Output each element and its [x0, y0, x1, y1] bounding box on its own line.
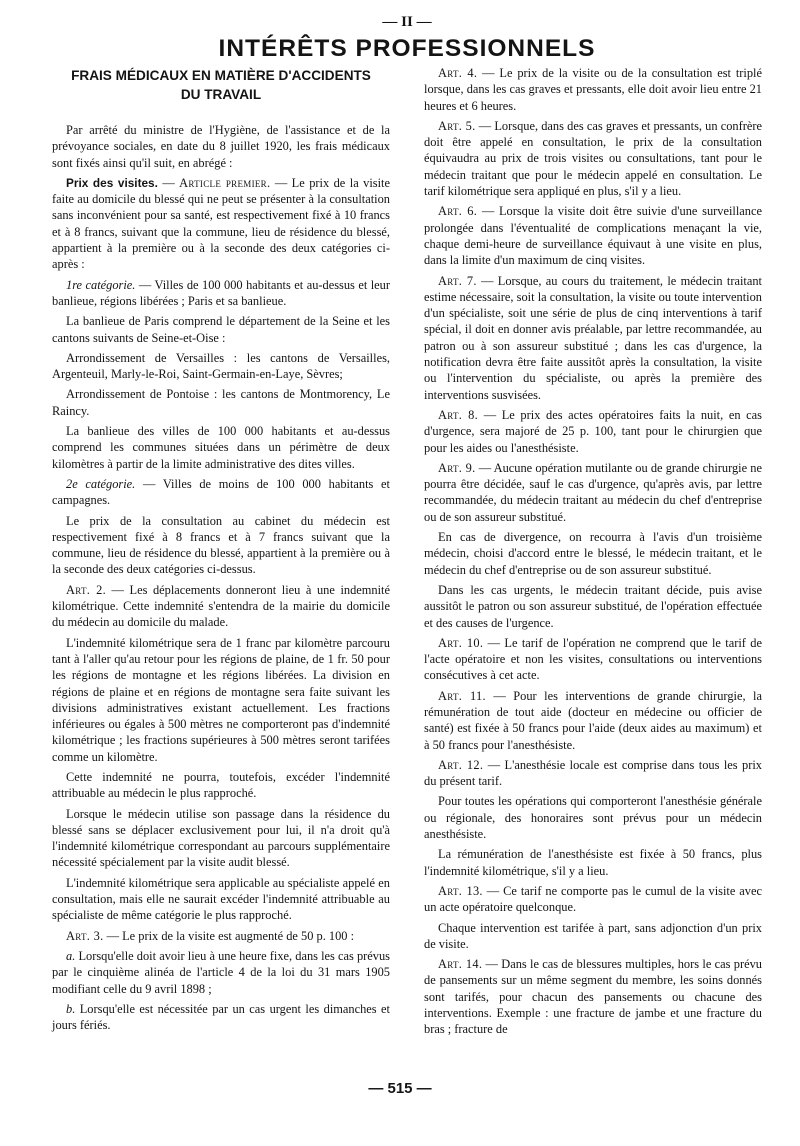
- paragraph-text: — Pour les interventions de grande chirurgie, la rémunération de tout aide (docteur en médecine ou officier de santé) est fixée à 50 francs pour l'aide (deux aides au maximum) et à 50 francs pour l'anesthésiste.: [424, 688, 762, 752]
- item-label: a.: [66, 948, 76, 963]
- two-column-body: [52, 65, 762, 1042]
- article-label: Art. 7.: [438, 273, 477, 288]
- category-label: 2e catégorie.: [66, 476, 136, 491]
- paragraph-art-12: [424, 757, 762, 790]
- item-label: b.: [66, 1001, 76, 1016]
- article-label: Art. 9.: [438, 460, 476, 475]
- paragraph-text: — Le prix de la visite ou de la consultation est triplé lorsque, dans les cas graves et pressants, elle doit avoir lieu entre 21 heures et 6 heures.: [424, 66, 763, 113]
- paragraph-text: Lorsqu'elle est nécessitée par un cas urgent les dimanches et jours fériés.: [52, 1001, 390, 1033]
- paragraph-art-10: [424, 635, 762, 684]
- paragraph-art-3-b: [52, 1001, 390, 1034]
- paragraph-text: — Le prix de la visite est augmenté de 50 p. 100 :: [106, 928, 355, 943]
- right-column: [424, 65, 762, 1042]
- paragraph-text: — Lorsque, dans des cas graves et pressants, un confrère doit être appelé en consultation, le prix de la consultation équivaudra au prix de trois visites ou consultations, tant pour le médecin traitant que pour le médecin appelé en consultation. Le tarif kilométrique sera appliqué en plus, s'il y a lieu.: [424, 118, 763, 199]
- paragraph-text: — Villes de moins de 100 000 habitants et campagnes.: [52, 476, 390, 508]
- paragraph-divergence: En cas de divergence, on recourra à l'avis d'un troisième médecin, choisi d'accord entre le blessé, le médecin traitant, et le médecin du chef d'entreprise ou de son assureur substitué.: [424, 530, 762, 577]
- running-page-number: — II —: [382, 14, 432, 30]
- paragraph-art-3-a: [52, 948, 390, 997]
- paragraph-categorie-1: [52, 277, 390, 310]
- article-label: Art. 4.: [438, 66, 478, 80]
- paragraph-text: — Dans le cas de blessures multiples, hors le cas prévu de pansements sur un même segment du membre, les soins donnés sont tarifés, pour chacun des pansements ou chacune des interventions. Exemple : une fracture de jambe et une fracture du bras ; fracture de: [424, 957, 762, 1037]
- section-title: INTÉRÊTS PROFESSIONNELS: [218, 35, 596, 62]
- paragraph-text: — Lorsque, au cours du traitement, le médecin traitant estime nécessaire, soit la consultation, la visite ou toute intervention d'un spécialiste, soit une série de plus de cinq interventions à tarif spécial, il doit en donner avis préalable, par lettre recommandée, au patron ou à son assureur substitué ; dans les cas d'urgence, la notification devra être faite aussitôt après la consultation, la visite ou l'intervention du spécialiste, ou après la première des interventions susvisées.: [424, 273, 762, 402]
- article-label: Art. 11.: [438, 688, 486, 703]
- article-label: Art. 5.: [438, 118, 476, 133]
- paragraph-versailles: Arrondissement de Versailles : les cantons de Versailles, Argenteuil, Marly-le-Roi, Saint-Germain-en-Laye, Sèvres;: [52, 350, 390, 382]
- paragraph-anesthesie: Pour toutes les opérations qui comporteront l'anesthésie générale ou régionale, des honoraires sont prévus pour un médecin anesthésiste.: [424, 794, 762, 842]
- page-number: — 515 —: [368, 1080, 432, 1097]
- article-label: Art. 6.: [438, 204, 478, 219]
- paragraph-art-2: [52, 582, 390, 631]
- article-label: Art. 13.: [438, 883, 483, 898]
- intro-paragraph: Par arrêté du ministre de l'Hygiène, de l'assistance et de la prévoyance sociales, en date du 8 juillet 1920, les frais médicaux sont fixés ainsi qu'il suit, en abrégé :: [52, 123, 390, 170]
- paragraph-pontoise: Arrondissement de Pontoise : les cantons de Montmorency, Le Raincy.: [52, 387, 390, 418]
- article-label: Art. 14.: [438, 957, 483, 972]
- paragraph-text: — L'anesthésie locale est comprise dans tous les prix du présent tarif.: [424, 757, 762, 789]
- paragraph-cas-urgents: Dans les cas urgents, le médecin traitant décide, puis avise aussitôt le patron ou son assureur substitué, de l'opération effectuée et des causes de l'urgence.: [424, 582, 762, 630]
- paragraph-art-9: [424, 460, 762, 525]
- paragraph-remuneration: La rémunération de l'anesthésiste est fixée à 50 francs, plus l'indemnité kilométrique, s'il y a lieu.: [424, 847, 762, 878]
- article-subtitle: [52, 66, 390, 104]
- paragraph-art-11: [424, 688, 762, 753]
- paragraph-text: — Villes de 100 000 habitants et au-dessus et leur banlieue, régions libérées ; Paris et sa banlieue.: [52, 277, 391, 308]
- paragraph-text: — Le tarif de l'opération ne comprend que le tarif de l'acte opératoire et non les visites, consultations ou interventions consécutives à cet acte.: [424, 635, 762, 683]
- paragraph-art-7: [424, 273, 762, 403]
- paragraph-text: — Lorsque la visite doit être suivie d'une surveillance prolongée dans l'éventualité de complications menaçant la vie, chaque demi-heure de surveillance équivaut à une visite en plus, dans la limite d'un maximum de cinq visites.: [424, 204, 762, 268]
- paragraph-art-6: [424, 203, 762, 268]
- article-label: Art. 12.: [438, 757, 484, 772]
- article-subtitle-line1: FRAIS MÉDICAUX EN MATIÈRE D'ACCIDENTS: [71, 68, 371, 83]
- article-label: — Article premier.: [162, 175, 271, 190]
- paragraph-art-4: [424, 65, 762, 114]
- article-label: Art. 3.: [66, 928, 104, 943]
- paragraph-art-13: [424, 883, 762, 916]
- article-label: Art. 8.: [438, 407, 479, 422]
- paragraph-chaque-intervention: Chaque intervention est tarifée à part, sans adjonction d'un prix de visite.: [424, 920, 762, 951]
- paragraph-prix-visites: [52, 175, 390, 273]
- paragraph-banlieue-paris: La banlieue de Paris comprend le département de la Seine et les cantons suivants de Seine-et-Oise :: [52, 314, 390, 345]
- paragraph-art-14: [424, 956, 762, 1037]
- paragraph-text: — Le prix de la visite faite au domicile du blessé qui ne peut se présenter à la consultation sans inconvénient pour sa santé, est respectivement fixé à 10 francs et à 8 francs, suivant que la commune, lieu de résidence du blessé, appartient à la première ou à la seconde des deux catégories ci-après :: [52, 175, 390, 272]
- article-label: Art. 10.: [438, 635, 484, 650]
- paragraph-text: Lorsqu'elle doit avoir lieu à une heure fixe, dans les cas prévus par le cinquième alinéa de l'article 4 de la loi du 31 mars 1905 modifiant celle du 9 avril 1898 ;: [52, 948, 390, 996]
- paragraph-passage: Lorsque le médecin utilise son passage dans la résidence du blessé sans se déplacer exclusivement pour lui, il n'a droit qu'à l'indemnité kilométrique correspondant au parcours supplémentaire nécessité spécialement par la visite audit blessé.: [52, 806, 390, 870]
- paragraph-art-3: [52, 928, 390, 944]
- paragraph-art-5: [424, 118, 762, 199]
- article-subtitle-line2: DU TRAVAIL: [180, 87, 262, 102]
- paragraph-text: — Ce tarif ne comporte pas le cumul de la visite avec un acte opératoire quelconque.: [424, 883, 762, 915]
- category-label: 1re catégorie.: [66, 277, 136, 292]
- paragraph-exceder: Cette indemnité ne pourra, toutefois, excéder l'indemnité attribuable au médecin le plus rapproché.: [52, 769, 390, 801]
- paragraph-categorie-2: [52, 476, 390, 509]
- paragraph-specialiste: L'indemnité kilométrique sera applicable au spécialiste appelé en consultation, mais elle ne saurait excéder l'indemnité attribuable au spécialiste de même catégorie le plus rapproché.: [52, 875, 390, 923]
- left-column: [52, 65, 390, 1042]
- paragraph-indemnite: L'indemnité kilométrique sera de 1 franc par kilomètre parcouru tant à l'aller qu'au retour pour les régions de plaine, de 1 fr. 50 pour les régions de montagne et les régions libérées. La division en régions de plaine et en régions de montagne sera faite suivant les divisions administratives existant actuellement. Les fractions inférieures ou égales à 500 mètres ne comporteront pas d'indemnité kilométrique ; les fractions supérieures à 500 mètres seront tarifées comme un kilomètre.: [52, 635, 390, 764]
- lead-prix-visites: Prix des visites.: [66, 175, 158, 190]
- article-label: Art. 2.: [66, 582, 106, 597]
- paragraph-text: — Aucune opération mutilante ou de grande chirurgie ne pourra être décidée, sauf le cas d'urgence, qu'après avis, par lettre recommandée, du médecin traitant au médecin du chef d'entreprise ou de son assureur substitué.: [424, 460, 762, 524]
- paragraph-text: — Le prix des actes opératoires faits la nuit, en cas d'urgence, sera majoré de 25 p. 100, tant pour le chirurgien que pour les aides ou l'anesthésiste.: [424, 407, 762, 455]
- paragraph-banlieue-villes: La banlieue des villes de 100 000 habitants et au-dessus comprend les communes situées dans un périmètre de deux kilomètres à partir de la limite administrative des dites villes.: [52, 424, 390, 471]
- paragraph-art-8: [424, 407, 762, 456]
- paragraph-consultation: Le prix de la consultation au cabinet du médecin est respectivement fixé à 8 francs et à 7 francs suivant que la commune, lieu de résidence du blessé, appartient à la première ou à la seconde des deux catégories ci-dessus.: [52, 513, 390, 577]
- paragraph-text: — Les déplacements donneront lieu à une indemnité kilométrique. Cette indemnité s'entendra de la mairie du domicile du médecin au domicile du malade.: [52, 582, 390, 630]
